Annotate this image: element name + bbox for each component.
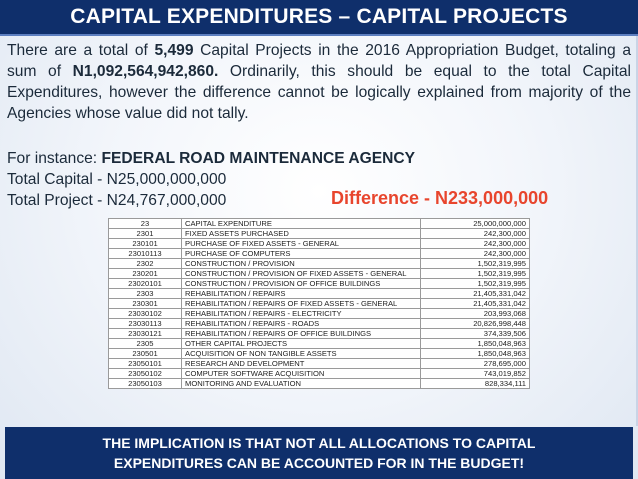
amount-cell: 21,405,331,042: [421, 289, 530, 299]
difference-label: Difference - N233,000,000: [331, 188, 549, 208]
code-cell: 230101: [109, 239, 182, 249]
code-cell: 23050103: [109, 379, 182, 389]
desc-cell: ACQUISITION OF NON TANGIBLE ASSETS: [182, 349, 421, 359]
amount-cell: 203,993,068: [421, 309, 530, 319]
budget-table-body: [109, 219, 530, 389]
desc-cell: PURCHASE OF FIXED ASSETS - GENERAL: [182, 239, 421, 249]
amount-cell: 1,502,319,995: [421, 269, 530, 279]
table-row: [109, 369, 530, 379]
intro-paragraph: [7, 40, 631, 124]
amount-cell: 278,695,000: [421, 359, 530, 369]
implication-line-2: EXPENDITURES CAN BE ACCOUNTED FOR IN THE BUDGET!: [113, 455, 525, 471]
code-cell: 230201: [109, 269, 182, 279]
amount-cell: 242,300,000: [421, 229, 530, 239]
code-cell: 230501: [109, 349, 182, 359]
table-row: [109, 269, 530, 279]
amount-cell: 21,405,331,042: [421, 299, 530, 309]
instance-line: [7, 148, 631, 169]
table-row: [109, 219, 530, 229]
desc-cell: REHABILITATION / REPAIRS OF OFFICE BUILDINGS: [182, 329, 421, 339]
table-row: [109, 319, 530, 329]
total-project: Total Project - N24,767,000,000: [7, 192, 227, 209]
table-row: [109, 249, 530, 259]
desc-cell: OTHER CAPITAL PROJECTS: [182, 339, 421, 349]
code-cell: 2305: [109, 339, 182, 349]
table-row: [109, 329, 530, 339]
desc-cell: CONSTRUCTION / PROVISION: [182, 259, 421, 269]
code-cell: 230301: [109, 299, 182, 309]
code-cell: 23030113: [109, 319, 182, 329]
amount-cell: 1,850,048,963: [421, 339, 530, 349]
desc-cell: COMPUTER SOFTWARE ACQUISITION: [182, 369, 421, 379]
intro-text-1: There are a total of: [7, 42, 155, 59]
code-cell: 23020101: [109, 279, 182, 289]
amount-cell: 242,300,000: [421, 249, 530, 259]
projects-count: 5,499: [154, 42, 194, 59]
table-row: [109, 259, 530, 269]
budget-table: [108, 218, 530, 389]
code-cell: 23010113: [109, 249, 182, 259]
table-row: [109, 289, 530, 299]
code-cell: 23030121: [109, 329, 182, 339]
table-row: [109, 229, 530, 239]
desc-cell: REHABILITATION / REPAIRS OF FIXED ASSETS - GENERAL: [182, 299, 421, 309]
table-row: [109, 349, 530, 359]
desc-cell: CONSTRUCTION / PROVISION OF OFFICE BUILDINGS: [182, 279, 421, 289]
table-row: [109, 359, 530, 369]
desc-cell: RESEARCH AND DEVELOPMENT: [182, 359, 421, 369]
amount-cell: 20,826,998,448: [421, 319, 530, 329]
code-cell: 2302: [109, 259, 182, 269]
code-cell: 23030102: [109, 309, 182, 319]
desc-cell: REHABILITATION / REPAIRS: [182, 289, 421, 299]
amount-cell: 828,334,111: [421, 379, 530, 389]
slide-title-bar: [0, 0, 638, 36]
amount-cell: 25,000,000,000: [421, 219, 530, 229]
desc-cell: PURCHASE OF COMPUTERS: [182, 249, 421, 259]
desc-cell: REHABILITATION / REPAIRS - ROADS: [182, 319, 421, 329]
table-row: [109, 299, 530, 309]
total-capital: Total Capital - N25,000,000,000: [7, 171, 227, 188]
table-row: [109, 379, 530, 389]
amount-cell: 743,019,852: [421, 369, 530, 379]
code-cell: 2301: [109, 229, 182, 239]
amount-cell: 1,502,319,995: [421, 279, 530, 289]
total-sum: N1,092,564,942,860.: [72, 63, 219, 80]
desc-cell: CONSTRUCTION / PROVISION OF FIXED ASSETS - GENERAL: [182, 269, 421, 279]
agency-name: FEDERAL ROAD MAINTENANCE AGENCY: [101, 150, 416, 167]
desc-cell: MONITORING AND EVALUATION: [182, 379, 421, 389]
amount-cell: 242,300,000: [421, 239, 530, 249]
table-row: [109, 279, 530, 289]
table-row: [109, 339, 530, 349]
table-row: [109, 309, 530, 319]
intro-text-3: Ordinarily, this should be equal to the total Capital Expenditures, however the difference cannot be logically explained from majority of the Agencies whose value did not tally.: [7, 63, 631, 122]
amount-cell: 1,850,048,963: [421, 349, 530, 359]
code-cell: 23050101: [109, 359, 182, 369]
desc-cell: FIXED ASSETS PURCHASED: [182, 229, 421, 239]
desc-cell: CAPITAL EXPENDITURE: [182, 219, 421, 229]
table-row: [109, 239, 530, 249]
code-cell: 2303: [109, 289, 182, 299]
amount-cell: 1,502,319,995: [421, 259, 530, 269]
amount-cell: 374,339,506: [421, 329, 530, 339]
intro-text-2: Capital Projects in the 2016 Appropriation Budget, totaling a sum of: [7, 42, 631, 80]
code-cell: 23050102: [109, 369, 182, 379]
desc-cell: REHABILITATION / REPAIRS - ELECTRICITY: [182, 309, 421, 319]
slide-title: CAPITAL EXPENDITURES – CAPITAL PROJECTS: [70, 5, 568, 28]
implication-line-1: THE IMPLICATION IS THAT NOT ALL ALLOCATIONS TO CAPITAL: [102, 435, 536, 451]
code-cell: 23: [109, 219, 182, 229]
implication-banner: [5, 427, 633, 479]
instance-prefix: For instance:: [7, 150, 102, 167]
